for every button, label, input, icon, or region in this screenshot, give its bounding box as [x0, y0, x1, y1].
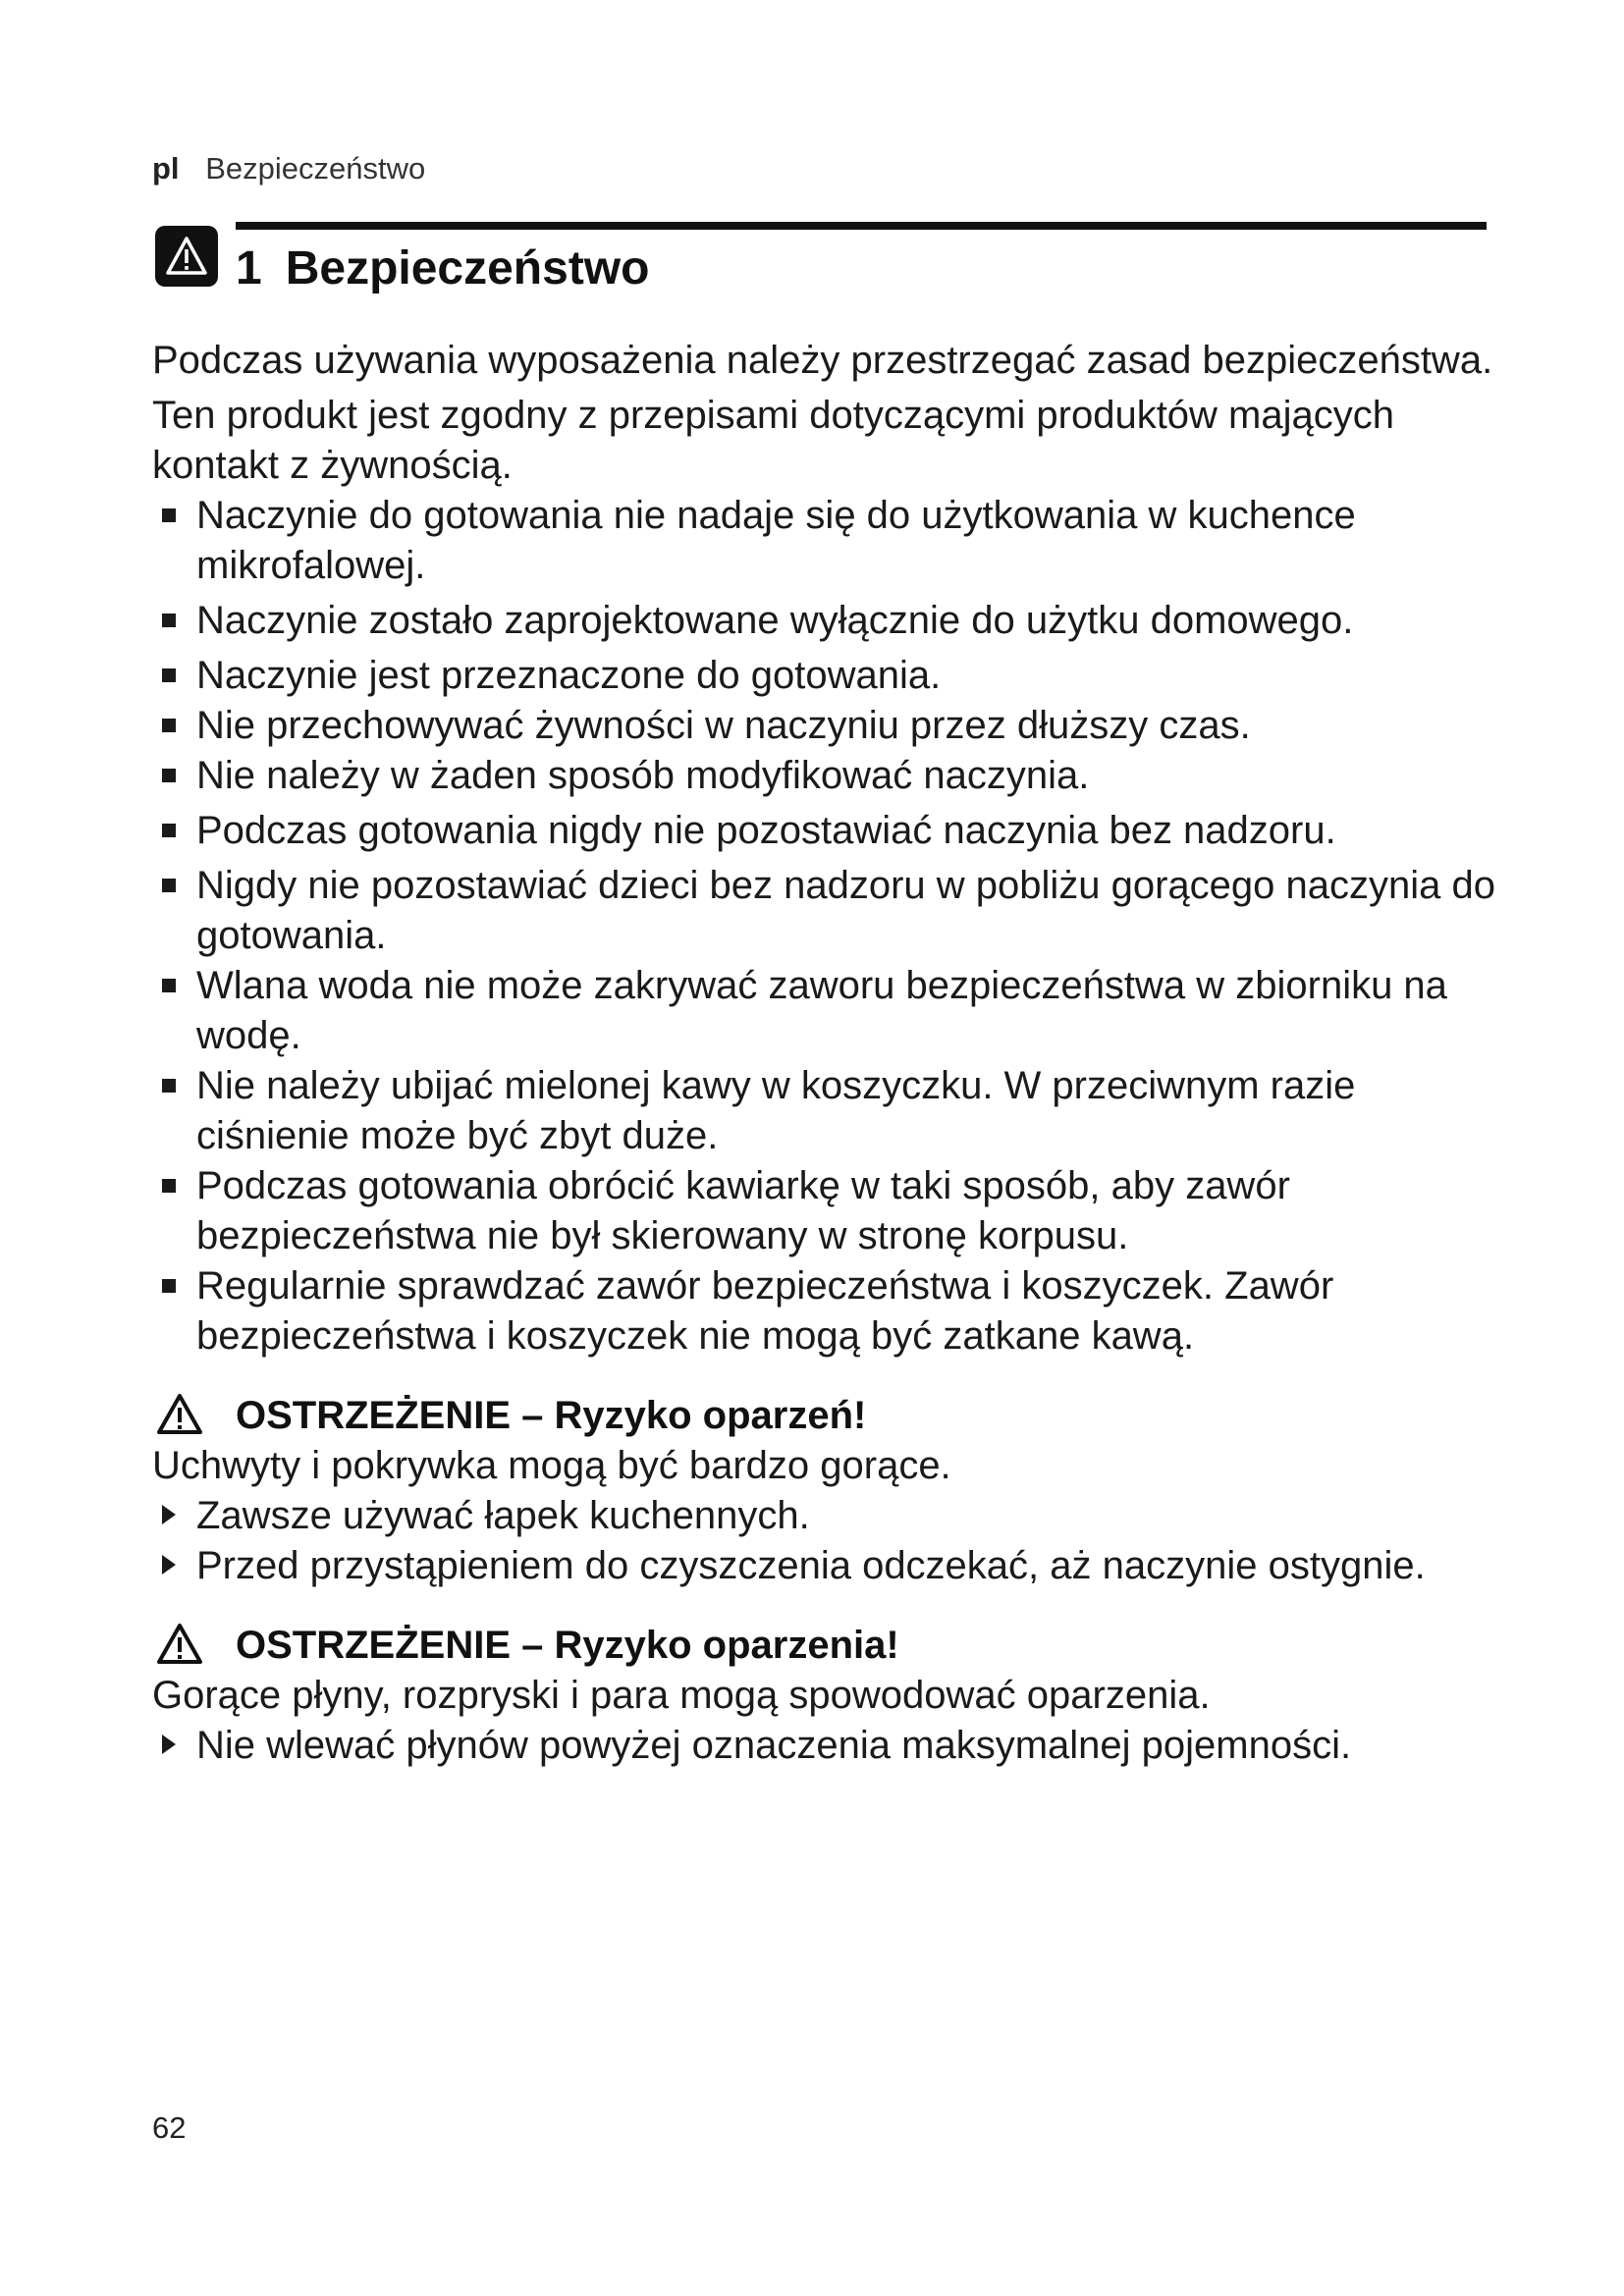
warning-block-scalding [152, 1621, 1507, 1771]
square-bullet-icon [162, 1179, 176, 1193]
language-code: pl [152, 151, 180, 186]
list-item: Podczas gotowania nigdy nie pozostawiać naczynia bez nadzoru. [152, 806, 1507, 856]
square-bullet-icon [162, 1279, 176, 1293]
page-number: 62 [152, 2110, 187, 2145]
intro-paragraph: Ten produkt jest zgodny z przepisami dotyczącymi produktów mających kontakt z żywnością. [152, 394, 1394, 487]
warning-title: OSTRZEŻENIE – Ryzyko oparzenia! [152, 1621, 1507, 1671]
warning-title: OSTRZEŻENIE – Ryzyko oparzeń! [152, 1391, 1507, 1441]
list-item: Przed przystąpieniem do czyszczenia odczekać, aż naczynie ostygnie. [152, 1541, 1507, 1591]
list-item: Naczynie jest przeznaczone do gotowania. [152, 651, 1507, 701]
square-bullet-icon [162, 824, 176, 837]
square-bullet-icon [162, 1079, 176, 1093]
square-bullet-icon [162, 879, 176, 892]
heading-rule [236, 222, 1487, 230]
triangle-bullet-icon [162, 1505, 176, 1524]
chapter-title [236, 241, 649, 296]
square-bullet-icon [162, 614, 176, 627]
triangle-bullet-icon [162, 1555, 176, 1575]
list-item: Nie należy w żaden sposób modyfikować naczynia. [152, 751, 1507, 801]
list-item: Wlana woda nie może zakrywać zaworu bezpieczeństwa w zbiorniku na wodę. [152, 961, 1507, 1061]
triangle-bullet-icon [162, 1735, 176, 1754]
intro-paragraph: Podczas używania wyposażenia należy przestrzegać zasad bezpieczeństwa. [152, 339, 1493, 382]
safety-content [152, 336, 1507, 1771]
list-item: Nie przechowywać żywności w naczyniu przez dłuższy czas. [152, 701, 1507, 751]
warning-text: Gorące płyny, rozpryski i para mogą spowodować oparzenia. [152, 1674, 1211, 1717]
list-item: Naczynie zostało zaprojektowane wyłącznie do użytku domowego. [152, 596, 1507, 646]
running-section-title: Bezpieczeństwo [205, 151, 426, 186]
square-bullet-icon [162, 769, 176, 782]
page-header [152, 151, 425, 187]
list-item: Zawsze używać łapek kuchennych. [152, 1491, 1507, 1541]
warning-triangle-icon [156, 1623, 203, 1666]
list-item: Nie wlewać płynów powyżej oznaczenia maksymalnej pojemności. [152, 1721, 1507, 1771]
square-bullet-icon [162, 668, 176, 682]
list-item: Nigdy nie pozostawiać dzieci bez nadzoru w pobliżu gorącego naczynia do gotowania. [152, 861, 1507, 961]
square-bullet-icon [162, 719, 176, 732]
warning-triangle-icon [156, 1393, 203, 1436]
list-item: Regularnie sprawdzać zawór bezpieczeństwa i koszyczek. Zawór bezpieczeństwa i koszyczek nie mogą być zatkane kawą. [152, 1261, 1507, 1362]
list-item: Nie należy ubijać mielonej kawy w koszyczku. W przeciwnym razie ciśnienie może być zbyt duże. [152, 1061, 1507, 1161]
chapter-title-text: Bezpieczeństwo [285, 242, 650, 294]
square-bullet-icon [162, 508, 176, 522]
square-bullet-icon [162, 979, 176, 992]
safety-bullet-list [152, 491, 1507, 1362]
warning-block-burns [152, 1391, 1507, 1591]
warning-triangle-icon [155, 226, 218, 287]
warning-steps [152, 1491, 1507, 1591]
chapter-number: 1 [236, 242, 262, 294]
list-item: Naczynie do gotowania nie nadaje się do użytkowania w kuchence mikrofalowej. [152, 491, 1507, 591]
list-item: Podczas gotowania obrócić kawiarkę w taki sposób, aby zawór bezpieczeństwa nie był skierowany w stronę korpusu. [152, 1161, 1507, 1261]
warning-steps [152, 1721, 1507, 1771]
warning-text: Uchwyty i pokrywka mogą być bardzo gorące. [152, 1444, 951, 1487]
